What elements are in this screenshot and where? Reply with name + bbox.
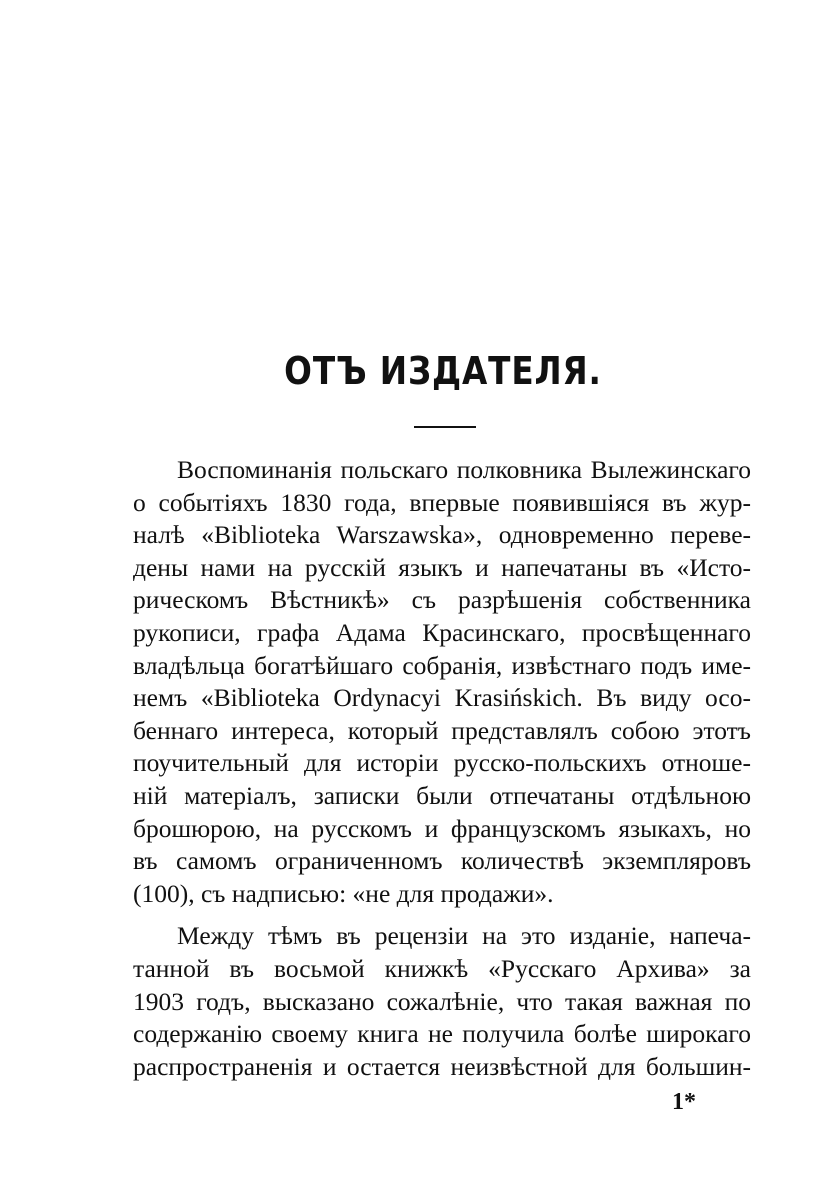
text-line: дены нами на русскій языкъ и напечатаны въ «Исто- [133,552,751,582]
text-line: 1903 годъ, высказано сожалѣніе, что такая важная по [133,986,751,1016]
text-line: налѣ «Biblioteka Warszawska», одновременно переве- [133,520,751,550]
text-line: рукописи, графа Адама Красинскаго, просвѣщеннаго [133,617,751,647]
body-text [133,454,751,1083]
text-line: (100), съ надписью: «не для продажи». [133,878,554,908]
paragraph-gap [133,910,751,920]
text-line: немъ «Biblioteka Ordynacyi Krasińskich. Въ виду осо- [133,683,751,713]
text-line: Между тѣмъ въ рецензіи на это изданіе, напеча- [177,921,751,951]
page-title: ОТЪ ИЗДАТЕЛЯ. [284,349,602,393]
text-line: въ самомъ ограниченномъ количествѣ экземпляровъ [133,846,751,876]
text-line: распространенія и остается неизвѣстной для большин- [133,1051,751,1081]
text-line: владѣльца богатѣйшаго собранія, извѣстнаго подъ име- [133,650,751,680]
paragraph-1 [133,454,751,910]
text-line: брошюрою, на русскомъ и французскомъ языкахъ, но [133,813,751,843]
text-line: о событіяхъ 1830 года, впервые появившіяся въ жур- [133,487,751,517]
printer-signature-mark: 1* [672,1089,696,1115]
text-line: танной въ восьмой книжкѣ «Русскаго Архива» за [133,953,751,983]
text-line: содержанію своему книга не получила болѣе широкаго [133,1019,751,1049]
text-line: ній матеріалъ, записки были отпечатаны отдѣльною [133,780,751,810]
text-line: рическомъ Вѣстникѣ» съ разрѣшенія собственника [133,585,751,615]
text-line: поучительный для исторіи русско-польскихъ отноше- [133,748,751,778]
text-line: беннаго интереса, который представлялъ собою этотъ [133,715,751,745]
text-line: Воспоминанія польскаго полковника Вылежинскаго [177,455,751,484]
title-divider [414,426,476,428]
paragraph-2 [133,920,751,1083]
